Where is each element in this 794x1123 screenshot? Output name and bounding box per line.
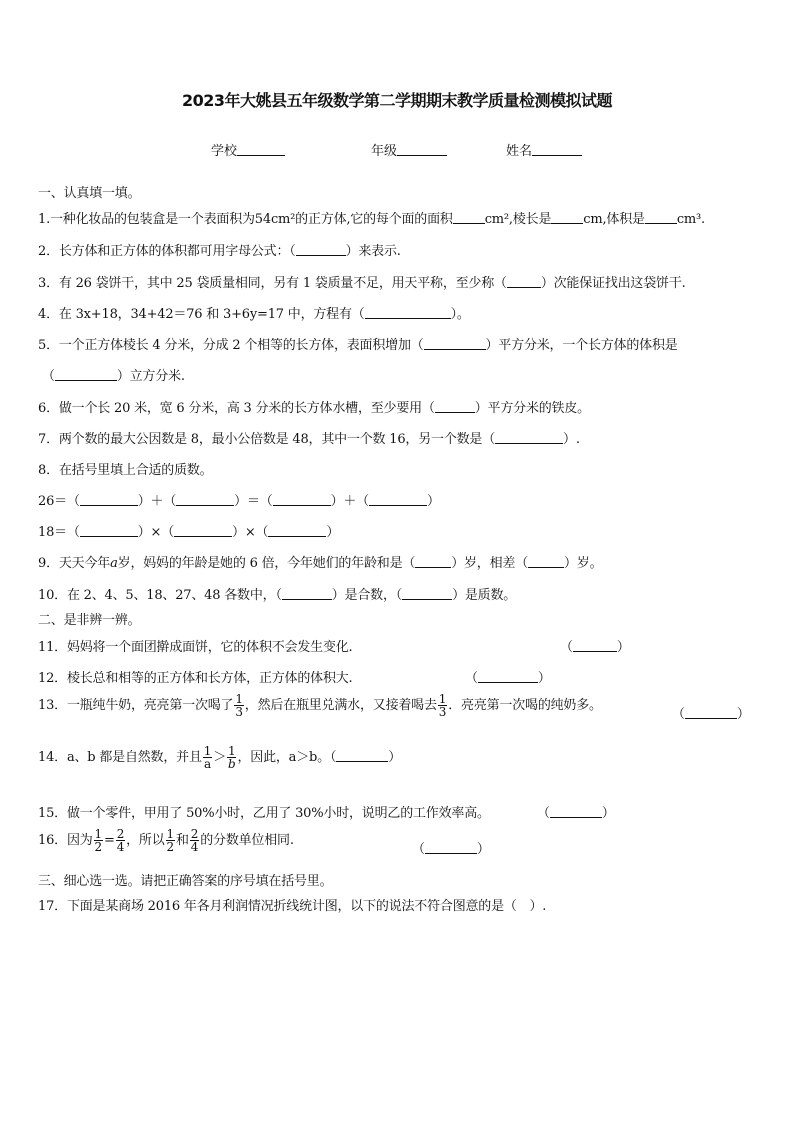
school-blank (237, 143, 285, 156)
question-15-answer: （ ） (537, 806, 615, 821)
grade-label: 年级 (371, 144, 398, 159)
fraction-1-over-b: $\frac{1}{b}$ (228, 744, 236, 771)
question-4: 4．在 3x+18，34+42＝76 和 3+6y=17 中，方程有（ ）。 (38, 307, 470, 322)
question-11: 11．妈妈将一个面团擀成面饼，它的体积不会发生变化. (38, 640, 353, 655)
question-9: 9．天天今年a岁，妈妈的年龄是她的 6 倍，今年她们的年龄和是（ ）岁，相差（ ）岁。 (38, 556, 603, 571)
question-12-answer: （ ） (465, 671, 551, 686)
question-2: 2．长方体和正方体的体积都可用字母公式：（ ）来表示. (38, 244, 401, 259)
question-17: 17．下面是某商场 2016 年各月利润情况折线统计图，以下的说法不符合图意的是（ ）. (38, 899, 547, 914)
question-16: 16．因为 $\frac{1}{2}$ = $\frac{2}{4}$ ，所以 $\frac{1}{2}$ 和 $\frac{2}{4}$ 的分数单位相同. (38, 827, 294, 854)
section-2-heading: 二、是非辨一辨。 (38, 613, 141, 628)
question-5-cont: （ ）立方分米. (42, 369, 185, 384)
question-12: 12．棱长总和相等的正方体和长方体，正方体的体积大. (38, 671, 353, 686)
grade-blank (397, 143, 447, 156)
question-10: 10．在 2、4、5、18、27、48 各数中，（ ）是合数，（ ）是质数。 (38, 588, 517, 603)
name-blank (532, 143, 582, 156)
question-14: 14．a、b 都是自然数，并且 $\frac{1}{a}$ ＞ $\frac{1}{b}$ ，因此，a＞b。（ ） (38, 744, 402, 771)
question-8: 8．在括号里填上合适的质数。 (38, 463, 213, 478)
question-8-row-18: 18＝（ ）×（ ）×（ ） (38, 525, 340, 540)
fraction-one-third-2: $\frac{1}{3}$ (438, 692, 447, 719)
fraction-1-2: $\frac{1}{2}$ (94, 827, 102, 854)
question-7: 7．两个数的最大公因数是 8，最小公倍数是 48，其中一个数 16，另一个数是（ ）. (38, 432, 580, 447)
question-5: 5．一个正方体棱长 4 分米，分成 2 个相等的长方体，表面积增加（ ）平方分米，一个长方体的体积是 (38, 338, 678, 353)
fraction-one-third: $\frac{1}{3}$ (235, 692, 243, 719)
question-11-answer: （ ） (560, 640, 630, 655)
question-6: 6．做一个长 20 米，宽 6 分米，高 3 分米的长方体水槽，至少要用（ ）平方分米的铁皮。 (38, 401, 590, 416)
question-13-answer: （ ） (672, 707, 750, 722)
page-title: 2023年大姚县五年级数学第二学期期末教学质量检测模拟试题 (181, 91, 613, 110)
question-1: 1.一种化妆品的包装盒是一个表面积为54cm²的正方体,它的每个面的面积 cm²,棱长是 cm,体积是 cm³. (38, 212, 705, 227)
section-3-heading: 三、细心选一选。请把正确答案的序号填在括号里。 (38, 874, 333, 889)
question-3: 3．有 26 袋饼干，其中 25 袋质量相同，另有 1 袋质量不足，用天平称，至少称（ ）次能保证找出这袋饼干. (38, 276, 686, 291)
school-field (211, 140, 285, 159)
fraction-2-4: $\frac{2}{4}$ (116, 827, 125, 854)
name-label: 姓名 (506, 144, 533, 159)
fraction-1-over-a: $\frac{1}{a}$ (203, 744, 212, 771)
school-label: 学校 (211, 144, 238, 159)
question-16-answer: （ ） (412, 842, 490, 857)
fraction-1-2-b: $\frac{1}{2}$ (166, 827, 174, 854)
question-13: 13．一瓶纯牛奶，亮亮第一次喝了 $\frac{1}{3}$ ，然后在瓶里兑满水，又接着喝去 $\frac{1}{3}$ ．亮亮第一次喝的纯奶多。 (38, 692, 602, 719)
section-1-heading: 一、认真填一填。 (38, 186, 141, 201)
fraction-2-4-b: $\frac{2}{4}$ (190, 827, 199, 854)
question-15: 15．做一个零件，甲用了 50%小时，乙用了 30%小时，说明乙的工作效率高。 (38, 806, 490, 821)
name-field (506, 140, 582, 159)
question-8-row-26: 26＝（ ）＋（ ）＝（ ）＋（ ） (38, 494, 440, 509)
grade-field (371, 140, 447, 159)
